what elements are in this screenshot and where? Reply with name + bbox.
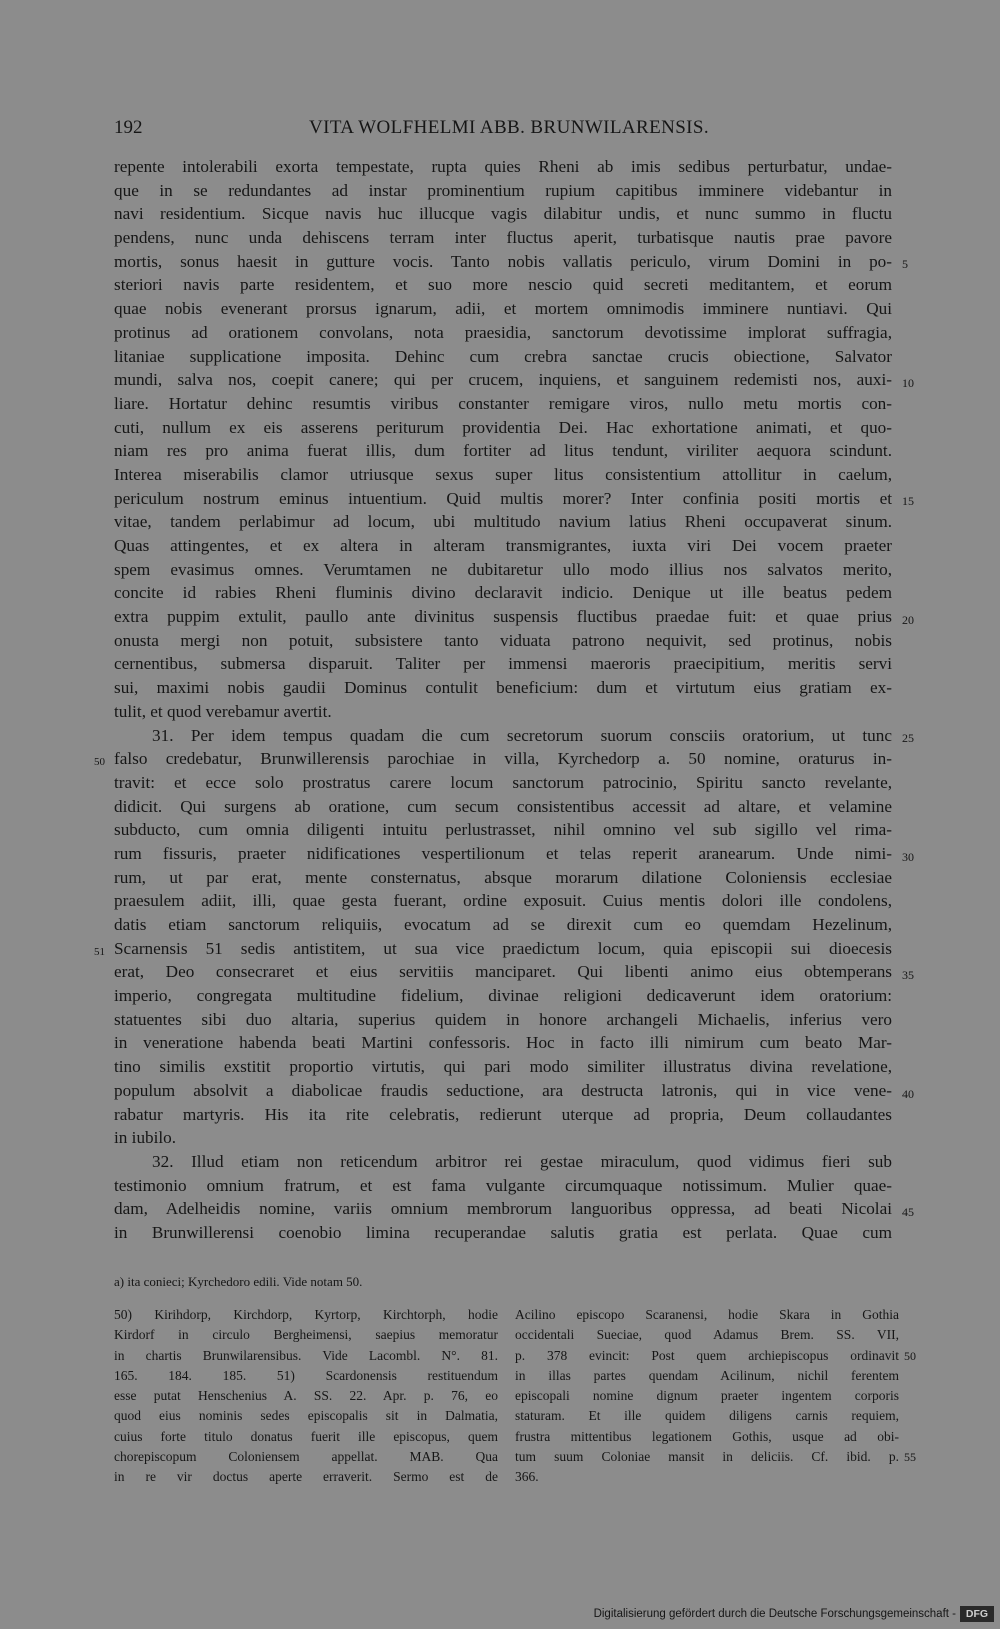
text-line: cernentibus, submersa disparuit. Taliter per immensi maeroris praecipitium, meritis servi (114, 654, 892, 674)
line-number: 40 (902, 1087, 914, 1101)
note-line: 165. 184. 185. 51) Scardonensis restituendum (114, 1367, 498, 1383)
text-line: niam res pro anima fuerat illis, dum fortiter ad litus tendunt, viriliter aequora scindunt. (114, 441, 892, 461)
text-line: falso credebatur, Brunwillerensis parochiae in villa, Kyrchedorp a. 50 nomine, oraturus in- (114, 749, 892, 769)
note-line: in chartis Brunwilarensibus. Vide Lacombl. N°. 81. (114, 1347, 498, 1363)
text-line: concite id rabies Rheni fluminis divino declaravit indicio. Denique ut ille beatus pedem (114, 583, 892, 603)
note-line: esse putat Henschenius A. SS. 22. Apr. p. 76, eo (114, 1388, 498, 1404)
text-line: steriori navis parte residentem, et suo more nescio quid secreti meditantem, et eorum (114, 275, 892, 295)
page-number: 192 (114, 117, 143, 138)
text-line: pendens, nunc unda dehiscens terram inter fluctus aperit, turbatisque nautis prae pavore (114, 228, 892, 248)
note-line: in illas partes quendam Acilinum, nichil ferentem (515, 1367, 899, 1383)
line-number: 30 (902, 850, 914, 864)
text-line: extra puppim extulit, paullo ante divinitus suspensis fluctibus praedae fuit: et quae prius (114, 607, 892, 627)
text-line: vitae, tandem perlabimur ad locum, ubi multitudo navium latius Rheni occupaverat sinum. (114, 512, 892, 532)
note-line: staturam. Et ille quidem diligens carnis requiem, (515, 1408, 899, 1424)
footer-text: Digitalisierung gefördert durch die Deutsche Forschungsgemeinschaft - (593, 1608, 956, 1620)
text-line: imperio, congregata multitudine fidelium, divinae religioni dedicaverunt idem oratorium: (114, 986, 892, 1006)
note-line-number: 50 (904, 1349, 916, 1363)
line-number: 20 (902, 613, 914, 627)
text-line: erat, Deo consecraret et eius servitiis manciparet. Qui libenti animo eius obtemperans (114, 962, 892, 982)
note-line: occidentali Sueciae, quod Adamus Brem. SS. VII, (515, 1327, 899, 1343)
notes-column-right (515, 1305, 899, 1488)
text-line: tulit, et quod verebamur avertit. (114, 701, 332, 721)
text-line: Quas attingentes, et ex altera in alteram transmigrantes, iuxta viri Dei vocem praeter (114, 536, 892, 555)
line-number: 15 (902, 494, 914, 508)
note-line-number: 55 (904, 1450, 916, 1464)
line-number: 10 (902, 376, 914, 390)
text-line: navi residentium. Sicque navis huc illucque vagis dilabitur undis, et nunc summo in fluctu (114, 204, 892, 224)
text-line: protinus ad orationem convolans, nota praesidia, sanctorum devotissime implorat suffragia, (114, 322, 892, 342)
text-line: didicit. Qui surgens ab oratione, cum secum consistentibus accessit ad altare, et velamine (114, 796, 892, 816)
note-line: tum suum Coloniae mansit in deliciis. Cf. ibid. p. (515, 1449, 899, 1465)
text-line: onusta mergi non potuit, subsistere tanto viduata patrono nequivit, sed protinus, nobis (114, 630, 892, 650)
text-line: quae nobis evenerant prorsus ignarum, adii, et mortem omnimodis imminere nuntiavi. Qui (114, 299, 892, 319)
text-line: statuentes sibi duo altaria, superius quidem in honore archangeli Michaelis, inferius vero (114, 1009, 892, 1029)
note-marker: 51 (94, 946, 105, 958)
note-line: 366. (515, 1469, 539, 1485)
text-line: liare. Hortatur dehinc resumtis viribus constanter remigare viros, nullo metu mortis con- (114, 393, 892, 413)
dfg-logo: DFG (960, 1606, 994, 1622)
text-line: testimonio omnium fratrum, et est fama vulgante circumquaque notissimum. Mulier quae- (114, 1175, 892, 1195)
text-line: tino similis exstitit proportio virtutis, qui pari modo similiter illustratus divina revelatione, (114, 1057, 892, 1077)
note-line: chorepiscopum Coloniensem appellat. MAB. Qua (114, 1449, 498, 1465)
text-line: spem evasimus omnes. Verumtamen ne dubitaretur ullo modo illius nos salvatos merito, (114, 559, 892, 579)
line-number: 35 (902, 968, 914, 982)
note-line: in re vir doctus aperte erraverit. Sermo est de (114, 1469, 498, 1485)
text-line: in iubilo. (114, 1128, 177, 1148)
text-line: Interea miserabilis clamor utriusque sexus super litus consistentium attollitur in caelum, (114, 464, 892, 484)
note-line: Acilino episcopo Scaranensi, hodie Skara in Gothia (515, 1307, 899, 1322)
note-line: p. 378 evincit: Post quem archiepiscopus ordinavit (515, 1347, 899, 1363)
text-line: in Brunwillerensi coenobio limina recuperandae salutis gratia est perlata. Quae cum (114, 1222, 892, 1242)
note-line: cuius forte titulo donatus fuerit ille episcopus, quem (114, 1428, 498, 1444)
text-line: 31. Per idem tempus quadam die cum secretorum suorum consciis oratorium, ut tunc (152, 725, 892, 745)
text-line: mundi, salva nos, coepit canere; qui per crucem, inquiens, et sanguinem redemisti nos, auxi- (114, 370, 892, 390)
text-line: in veneratione habenda beati Martini confessoris. Hoc in facto illi nimirum cum beato Mar- (114, 1033, 892, 1053)
line-number: 25 (902, 731, 914, 745)
running-title: VITA WOLFHELMI ABB. BRUNWILARENSIS. (308, 117, 710, 138)
text-line: Scarnensis 51 sedis antistitem, ut sua vice praedictum locum, quia episcopii sui dioecesis (114, 938, 892, 958)
note-marker: 50 (94, 756, 105, 768)
text-line: populum absolvit a diabolicae fraudis seductione, ara destructa latronis, qui in vice vene- (114, 1080, 892, 1100)
note-line: frustra mittentibus legationem Gothis, usque ad obi- (515, 1428, 899, 1444)
text-line: litaniae supplicatione imposita. Dehinc cum crebra sanctae crucis obiectione, Salvator (114, 346, 892, 366)
text-line: rabatur martyris. His ita rite celebratis, redierunt uterque ad propria, Deum collaudantes (114, 1104, 892, 1124)
footnote-a: a) ita conieci; Kyrchedoro edili. Vide notam 50. (114, 1274, 363, 1289)
text-line: 32. Illud etiam non reticendum arbitror rei gestae miraculum, quod vidimus fieri sub (152, 1151, 892, 1171)
line-number: 5 (902, 257, 908, 271)
digitization-footer (593, 1606, 994, 1624)
running-header (114, 117, 904, 141)
text-line: datis etiam sanctorum reliquiis, evocatum ad se direxit cum eo quemdam Hezelinum, (114, 915, 892, 934)
note-line: episcopali nomine dignum praeter ingentem corporis (515, 1388, 899, 1404)
main-text (114, 155, 892, 1245)
note-line: quod eius nominis sedes episcopalis sit in Dalmatia, (114, 1408, 498, 1424)
text-line: rum, ut par erat, mente consternatus, absque morarum dilatione Coloniensis ecclesiae (114, 867, 892, 887)
text-line: praesulem adiit, illi, quae gesta fuerant, ordine exposuit. Cuius mentis dolori ille condolens, (114, 891, 892, 911)
text-line: mortis, sonus haesit in gutture vocis. Tanto nobis vallatis periculo, virum Domini in po- (114, 251, 892, 271)
line-number: 45 (902, 1205, 914, 1219)
text-line: subducto, cum omnia diligenti intuitu perlustrasset, nihil omnino vel sub sigillo vel rima- (114, 820, 892, 840)
text-line: travit: et ecce solo prostratus carere locum sanctorum patrocinio, Spiritu sancto revelante, (114, 772, 892, 792)
text-line: sui, maximi nobis gaudii Dominus contulit beneficium: dum et virtutum eius gratiam ex- (114, 678, 892, 698)
text-line: que in se redundantes ad instar prominentium rupium capitibus imminere videbantur in (114, 180, 892, 200)
note-line: 50) Kirihdorp, Kirchdorp, Kyrtorp, Kirchtorph, hodie (114, 1307, 498, 1322)
text-line: rum fissuris, praeter nidificationes vespertilionum et telas reperit aranearum. Unde nimi- (114, 843, 892, 863)
text-line: cuti, nullum ex eis asserens periturum providentia Dei. Hac exhortatione animati, et quo- (114, 417, 892, 437)
text-line: periculum nostrum eminus intuentium. Quid multis morer? Inter confinia positi mortis et (114, 488, 892, 508)
notes-column-left (114, 1305, 498, 1488)
text-line: repente intolerabili exorta tempestate, rupta quies Rheni ab imis sedibus perturbatur, undae- (114, 157, 892, 176)
note-line: Kirdorf in circulo Bergheimensi, saepius memoratur (114, 1327, 498, 1343)
text-line: dam, Adelheidis nomine, variis omnium membrorum languoribus oppressa, ad beati Nicolai (114, 1199, 892, 1219)
